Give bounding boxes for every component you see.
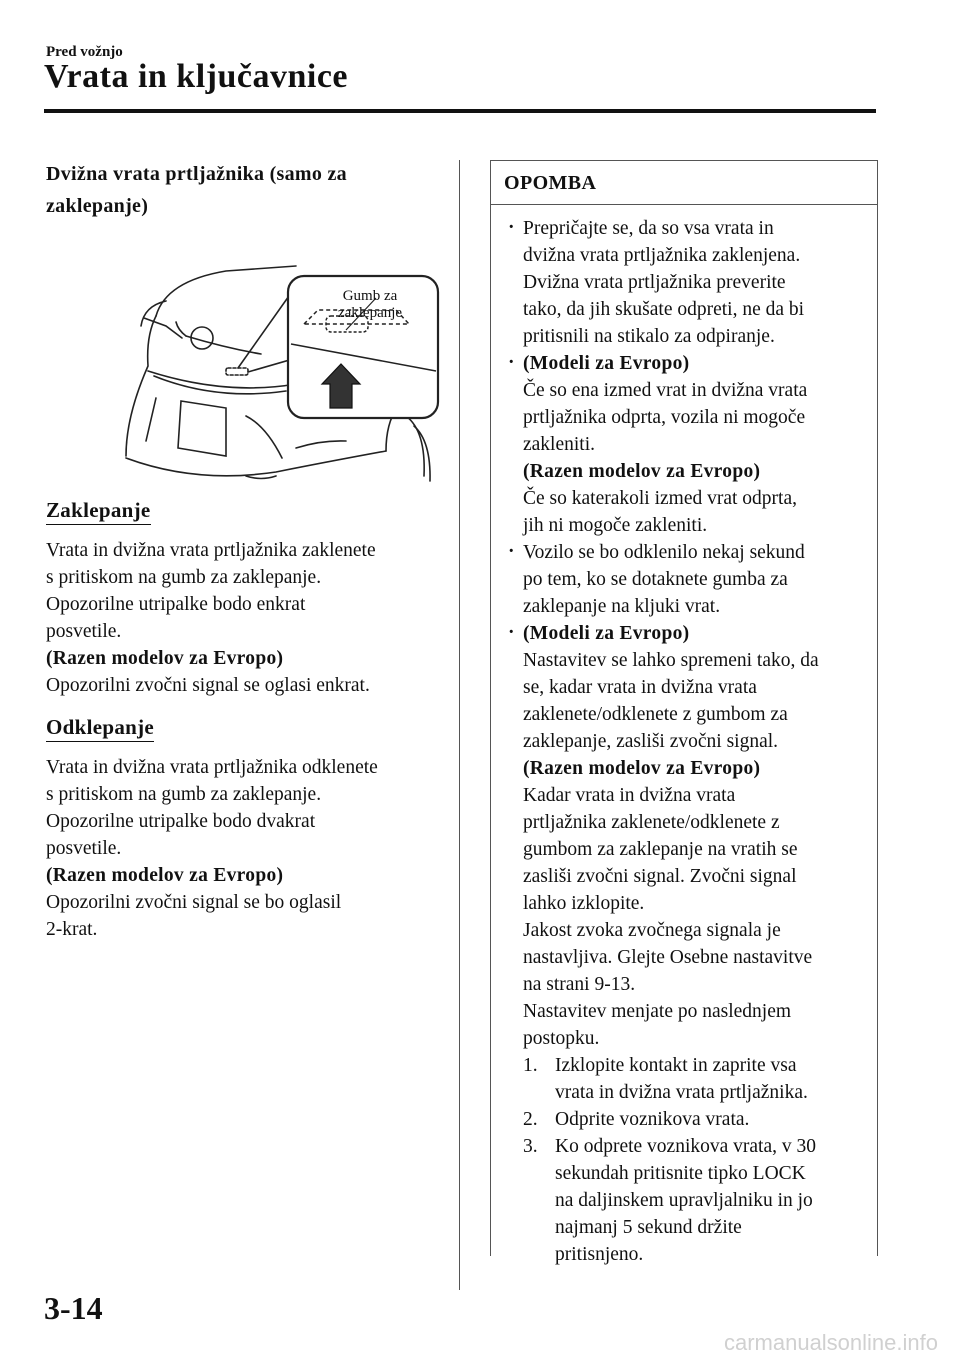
step-number: 1. — [523, 1055, 538, 1076]
note-line: · Prepričajte se, da so vsa vrata in — [523, 218, 774, 239]
section-heading — [46, 158, 438, 222]
note-step — [505, 1133, 867, 1268]
column-divider — [459, 160, 460, 1290]
note-line: Nastavitev menjate po naslednjem — [523, 1001, 792, 1022]
note-line: Jakost zvoka zvočnega signala je — [523, 920, 781, 941]
note-body — [491, 205, 877, 1268]
note-line: zaklepanje, zasliši zvočni signal. — [523, 731, 779, 752]
figure-label-line-1: Gumb za — [342, 288, 398, 304]
running-head: Pred vožnjo — [46, 44, 123, 60]
unlock-heading: Odklepanje — [46, 715, 154, 742]
section-heading-line-2: zaklepanje) — [46, 195, 149, 217]
note-box — [490, 160, 878, 1265]
note-line: na strani 9-13. — [523, 974, 636, 995]
note-bullet-head: · (Modeli za Evropo) — [523, 623, 690, 644]
lock-section — [46, 498, 438, 699]
lock-line: Opozorilne utripalke bodo enkrat — [46, 594, 306, 615]
note-line: Dvižna vrata prtljažnika preverite — [523, 272, 786, 293]
note-bullet — [505, 215, 867, 350]
note-line: lahko izklopite. — [523, 893, 645, 914]
lock-subhead: (Razen modelov za Evropo) — [46, 648, 284, 669]
note-line: zaklenete/odklenete z gumbom za — [523, 704, 788, 725]
note-line: zakleniti. — [523, 434, 596, 455]
watermark: carmanualsonline.info — [723, 1330, 938, 1355]
lock-line: Vrata in dvižna vrata prtljažnika zaklenete — [46, 540, 376, 561]
note-line: nastavljiva. Glejte Osebne nastavitve — [523, 947, 813, 968]
note-bullet — [505, 350, 867, 539]
unlock-after: Opozorilni zvočni signal se bo oglasil — [46, 892, 342, 913]
note-line: Če so ena izmed vrat in dvižna vrata — [523, 380, 808, 401]
title-rule — [44, 109, 876, 113]
note-line: prtljažnika zaklenete/odklenete z — [523, 812, 780, 833]
note-title: OPOMBA — [491, 161, 877, 205]
unlock-subhead: (Razen modelov za Evropo) — [46, 865, 284, 886]
note-bullet — [505, 539, 867, 620]
note-line: · Vozilo se bo odklenilo nekaj sekund — [523, 542, 805, 563]
note-line: tako, da jih skušate odpreti, ne da bi — [523, 299, 805, 320]
unlock-line: s pritiskom na gumb za zaklepanje. — [46, 784, 322, 805]
section-heading-line-1: Dvižna vrata prtljažnika (samo za — [46, 163, 347, 185]
note-line: dvižna vrata prtljažnika zaklenjena. — [523, 245, 801, 266]
note-line: Kadar vrata in dvižna vrata — [523, 785, 736, 806]
unlock-line: Opozorilne utripalke bodo dvakrat — [46, 811, 316, 832]
step-number: 3. — [523, 1136, 538, 1157]
note-line: jih ni mogoče zakleniti. — [523, 515, 708, 536]
figure-label — [310, 288, 430, 322]
step-line: Izklopite kontakt in zaprite vsa — [555, 1055, 797, 1076]
note-bullet-head: · (Modeli za Evropo) — [523, 353, 690, 374]
step-line: Odprite voznikova vrata. — [555, 1109, 750, 1130]
unlock-after: 2-krat. — [46, 919, 98, 940]
step-number: 2. — [523, 1109, 538, 1130]
car-rear-illustration — [86, 226, 446, 484]
step-line: na daljinskem upravljalniku in jo — [555, 1190, 813, 1211]
note-line: po tem, ko se dotaknete gumba za — [523, 569, 788, 590]
note-line: se, kadar vrata in dvižna vrata — [523, 677, 757, 698]
left-column — [46, 158, 438, 943]
note-step — [505, 1052, 867, 1106]
note-line: pritisnili na stikalo za odpiranje. — [523, 326, 775, 347]
note-line: zaklepanje na kljuki vrat. — [523, 596, 721, 617]
note-line: Če so katerakoli izmed vrat odprta, — [523, 488, 797, 509]
step-line: najmanj 5 sekund držite — [555, 1217, 742, 1238]
note-line: prtljažnika odprta, vozila ni mogoče — [523, 407, 806, 428]
lock-line: posvetile. — [46, 621, 122, 642]
unlock-section — [46, 715, 438, 943]
figure-label-line-2: zaklepanje — [337, 305, 403, 321]
page-number: 3-14 — [44, 1290, 103, 1326]
note-line: Nastavitev se lahko spremeni tako, da — [523, 650, 819, 671]
liftgate-illustration — [86, 226, 446, 484]
note-step — [505, 1106, 867, 1133]
step-line: sekundah pritisnite tipko LOCK — [555, 1163, 806, 1184]
lock-line: s pritiskom na gumb za zaklepanje. — [46, 567, 322, 588]
step-line: vrata in dvižna vrata prtljažnika. — [555, 1082, 808, 1103]
note-line: postopku. — [523, 1028, 600, 1049]
note-line: zasliši zvočni signal. Zvočni signal — [523, 866, 797, 887]
unlock-line: posvetile. — [46, 838, 122, 859]
note-subhead: (Razen modelov za Evropo) — [523, 758, 761, 779]
step-line: Ko odprete voznikova vrata, v 30 — [555, 1136, 817, 1157]
lock-heading: Zaklepanje — [46, 498, 151, 525]
note-line: gumbom za zaklepanje na vratih se — [523, 839, 798, 860]
note-subhead: (Razen modelov za Evropo) — [523, 461, 761, 482]
chapter-title: Vrata in ključavnice — [44, 58, 349, 95]
unlock-line: Vrata in dvižna vrata prtljažnika odklenete — [46, 757, 378, 778]
step-line: pritisnjeno. — [555, 1244, 644, 1265]
note-bullet — [505, 620, 867, 1052]
lock-after: Opozorilni zvočni signal se oglasi enkrat. — [46, 675, 370, 696]
